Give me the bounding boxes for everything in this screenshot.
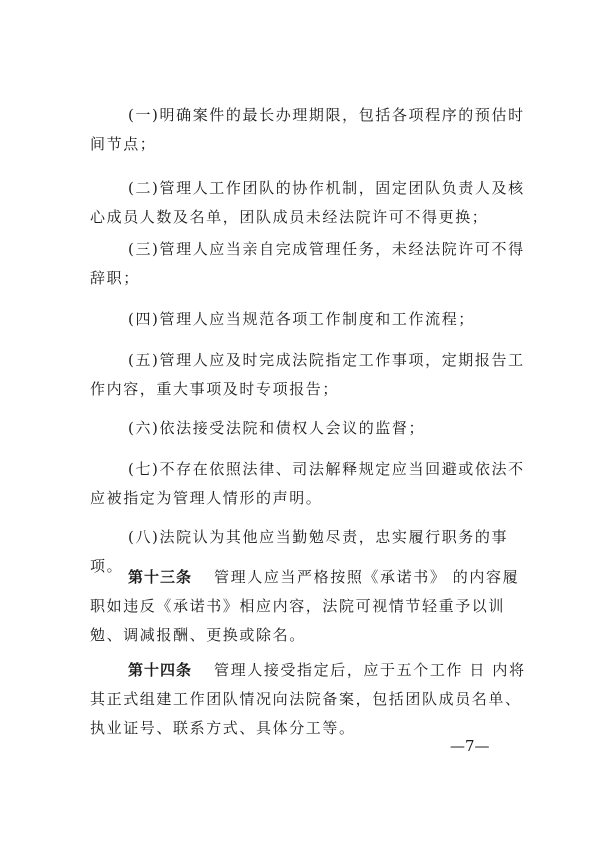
list-item-2-text: (二)管理人工作团队的协作机制，固定团队负责人及核心成员人数及名单，团队成员未经法院许可不得更换； [90,179,525,226]
article-14-label: 第十四条 [128,661,193,679]
list-item-7 [90,455,530,513]
page-number: —7— [450,737,490,755]
list-item-8-text: (八)法院认为其他应当勤勉尽责，忠实履行职务的事项。 [90,528,509,575]
article-13-text: 管理人应当严格按照《承诺书》 的内容履职如违反《承诺书》相应内容，法院可视情节轻重予以训勉、调减报酬、更换或除名。 [90,568,520,644]
list-item-6-text: (六)依法接受法院和债权人会议的监督； [128,419,426,437]
article-14 [90,656,530,743]
list-item-4-text: (四)管理人应当规范各项工作制度和工作流程； [128,310,475,328]
article-14-text: 管理人接受指定后，应于五个工作 日 内将其正式组建工作团队情况向法院备案，包括团队成员名单、执业证号、联系方式、具体分工等。 [90,661,526,737]
list-item-7-text: (七)不存在依照法律、司法解释规定应当回避或依法不应被指定为管理人情形的声明。 [90,460,525,507]
list-item-1 [90,101,530,159]
article-13-label: 第十三条 [128,568,193,586]
list-item-3 [90,235,530,293]
list-item-5 [90,346,530,404]
article-13 [90,563,530,650]
list-item-3-text: (三)管理人应当亲自完成管理任务，未经法院许可不得辞职； [90,240,525,287]
list-item-1-text: (一)明确案件的最长办理期限，包括各项程序的预估时间节点； [90,106,525,153]
list-item-4 [90,305,530,334]
list-item-6 [90,414,530,443]
list-item-5-text: (五)管理人应及时完成法院指定工作事项，定期报告工作内容，重大事项及时专项报告； [90,351,525,398]
list-item-2 [90,174,530,232]
